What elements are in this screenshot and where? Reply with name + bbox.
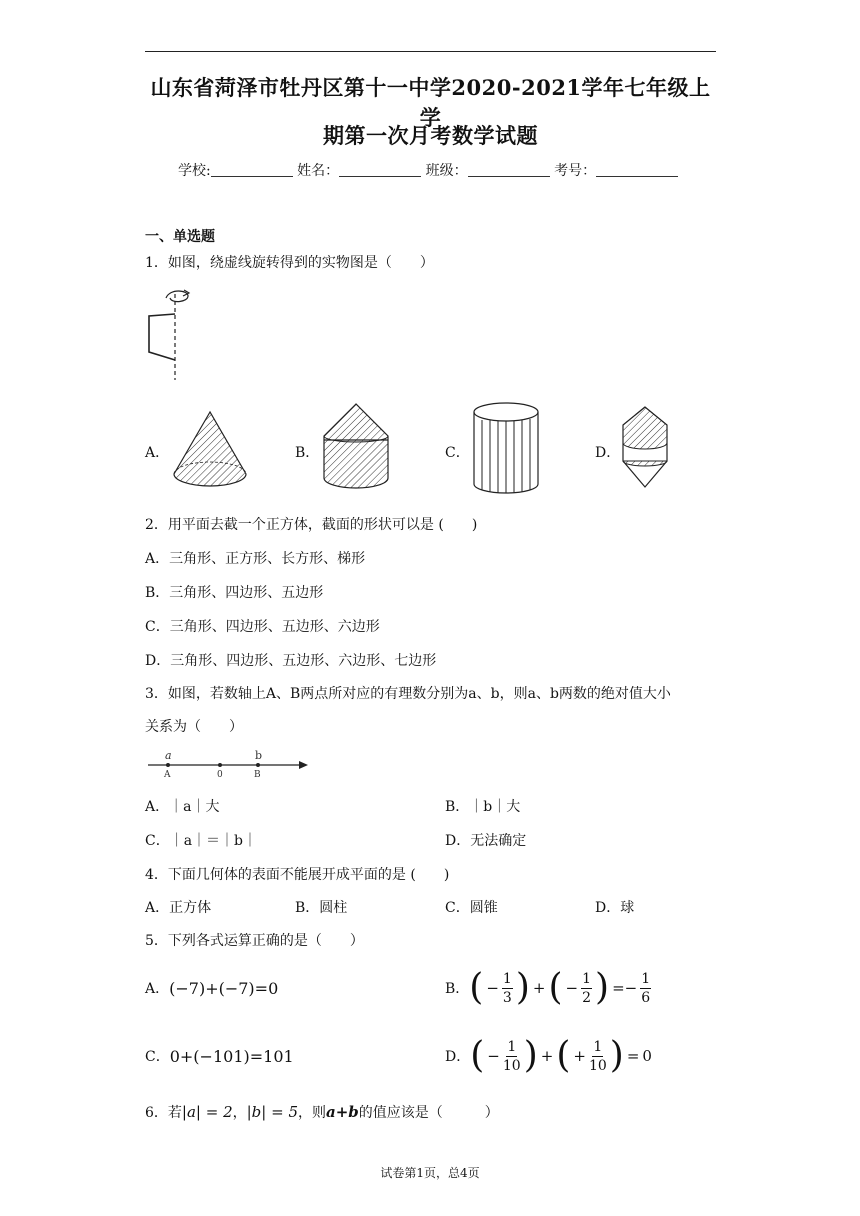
section-title: 一、单选题 — [145, 229, 215, 245]
q5-option-c[interactable] — [145, 1046, 294, 1066]
school-label: 学校: — [178, 163, 211, 179]
q5-option-c-expression: 0+(−101)=101 — [169, 1046, 294, 1066]
q4-option-b[interactable]: B．圆柱 — [295, 900, 348, 916]
q4-option-d[interactable]: D．球 — [595, 900, 635, 916]
q1-stem: 1．如图，绕虚线旋转得到的实物图是（ ） — [145, 255, 434, 271]
student-info-row — [178, 160, 678, 180]
q3-option-d[interactable]: D．无法确定 — [445, 833, 527, 849]
header-rule — [145, 51, 716, 52]
q5-d-den-2: 10 — [588, 1057, 607, 1074]
q5-option-a-label: A． — [145, 981, 170, 997]
q1-option-d-double-cone-solid[interactable] — [615, 403, 675, 493]
q5-option-c-label: C． — [145, 1049, 170, 1065]
q3-point-b-label: B — [254, 770, 261, 780]
school-blank[interactable] — [211, 162, 293, 177]
q1-option-c-label[interactable]: C． — [445, 445, 470, 461]
q3-number-line — [146, 748, 310, 780]
class-label: 班级： — [425, 163, 468, 179]
q1-option-c-cylinder[interactable] — [468, 400, 544, 496]
name-blank[interactable] — [339, 162, 421, 177]
title-line-1: 山东省菏泽市牡丹区第十一中学2020-2021学年七年级上学 — [150, 75, 711, 130]
page-footer: 试卷第1页，总4页 — [380, 1166, 480, 1180]
q5-stem: 5．下列各式运算正确的是（ ） — [145, 933, 364, 949]
title-line-2: 期第一次月考数学试题 — [323, 123, 538, 148]
q5-option-b-label: B． — [445, 981, 470, 997]
q5-option-b-expression: ( − $\frac{1}{3}$ ) + ( − $\frac{1}{2}$ ) =− $\frac{1}{6}$ — [469, 967, 651, 1008]
q5-option-d[interactable] — [445, 1034, 652, 1078]
q5-b-den-2: 2 — [582, 989, 592, 1006]
q3-option-a[interactable]: A．｜a｜大 — [145, 799, 220, 815]
exam-number-label: 考号： — [554, 163, 597, 179]
name-label: 姓名： — [297, 163, 340, 179]
q2-option-d[interactable]: D．三角形、四边形、五边形、六边形、七边形 — [145, 653, 437, 669]
q3-stem-line-1: 3．如图，若数轴上A、B两点所对应的有理数分别为a、b，则a、b两数的绝对值大小 — [145, 686, 671, 702]
q4-stem: 4．下面几何体的表面不能展开成平面的是 ( ) — [145, 867, 450, 883]
q1-option-b-cone-on-cylinder[interactable] — [318, 400, 394, 492]
q5-option-a-expression: (−7)+(−7)=0 — [169, 978, 279, 998]
q1-rotation-figure — [140, 284, 200, 384]
q3-option-b[interactable]: B．｜b｜大 — [445, 799, 521, 815]
q1-option-b-label[interactable]: B． — [295, 445, 320, 461]
q5-d-num-1: 1 — [507, 1038, 517, 1055]
q5-b-num-2: 1 — [582, 970, 592, 987]
q6-stem-end: 的值应该是（ ） — [358, 1105, 499, 1121]
q3-stem-line-2: 关系为（ ） — [145, 719, 243, 735]
q3-point-b-value: b — [255, 749, 263, 762]
q5-b-num-3: 1 — [641, 970, 651, 987]
q2-option-a[interactable]: A．三角形、正方形、长方形、梯形 — [145, 551, 366, 567]
q3-point-a-value: a — [165, 749, 172, 762]
q4-option-a[interactable]: A．正方体 — [145, 900, 212, 916]
q3-point-a-label: A — [164, 770, 171, 780]
q5-option-d-label: D． — [445, 1049, 471, 1065]
q2-option-b[interactable]: B．三角形、四边形、五边形 — [145, 585, 324, 601]
q6-stem — [145, 1102, 499, 1122]
q6-separator: ， — [232, 1105, 247, 1121]
q1-option-d-label[interactable]: D． — [595, 445, 621, 461]
q5-b-den-3: 6 — [641, 989, 651, 1006]
q2-stem: 2．用平面去截一个正方体，截面的形状可以是 ( ) — [145, 517, 478, 533]
class-blank[interactable] — [468, 162, 550, 177]
q5-d-num-2: 1 — [593, 1038, 603, 1055]
q5-option-a[interactable] — [145, 978, 278, 998]
q6-stem-middle: ，则 — [297, 1105, 326, 1121]
q5-option-b[interactable] — [445, 966, 651, 1010]
q6-stem-prefix: 6．若 — [145, 1105, 182, 1121]
q6-condition-b: |b| = 5 — [246, 1103, 298, 1121]
q5-b-num-1: 1 — [502, 970, 512, 987]
q5-option-d-expression: ( − $\frac{1}{10}$ ) + ( + $\frac{1}{10}$ ) = 0 — [470, 1035, 652, 1076]
q5-b-den-1: 3 — [502, 989, 512, 1006]
q5-d-den-1: 10 — [502, 1057, 521, 1074]
q2-option-c[interactable]: C．三角形、四边形、五边形、六边形 — [145, 619, 380, 635]
q1-option-a-label[interactable]: A． — [145, 445, 170, 461]
q3-origin-label: 0 — [217, 770, 223, 780]
q3-option-c[interactable]: C．｜a｜＝｜b｜ — [145, 833, 258, 849]
q4-option-c[interactable]: C．圆锥 — [445, 900, 498, 916]
q5-d-rhs: 0 — [642, 1047, 652, 1065]
q6-expression: a+b — [325, 1103, 359, 1121]
q1-option-a-cone[interactable] — [170, 406, 250, 492]
q6-condition-a: |a| = 2 — [181, 1103, 233, 1121]
exam-number-blank[interactable] — [596, 162, 678, 177]
